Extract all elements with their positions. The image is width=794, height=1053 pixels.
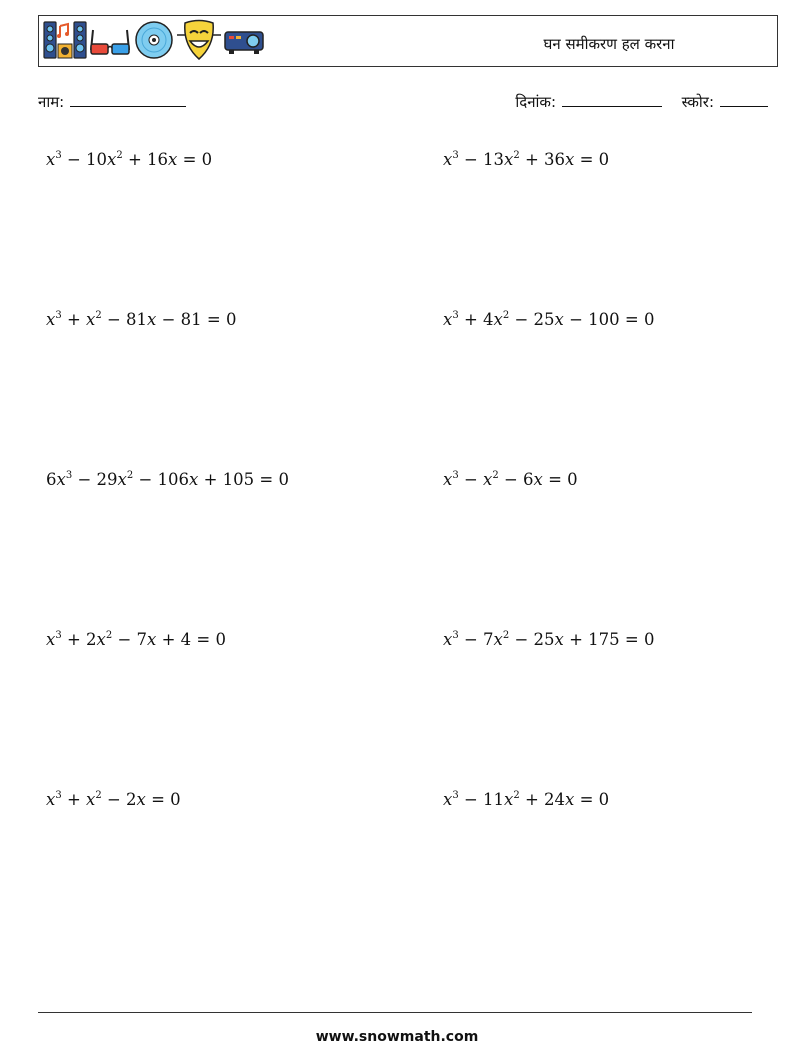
equation: $x^3 + x^2 - 2x = 0$ xyxy=(46,790,181,809)
equation-c1: 25 xyxy=(533,310,555,329)
equation-s1: − xyxy=(514,630,529,649)
equation-s2: − xyxy=(463,790,478,809)
equation: $x^3 - 7x^2 - 25x + 175 = 0$ xyxy=(443,630,655,649)
equation-c1: 16 xyxy=(147,150,169,169)
equation-c2: 29 xyxy=(96,470,118,489)
score-label: स्कोर: xyxy=(681,93,714,111)
equation-c1: 25 xyxy=(533,630,555,649)
equation-s1: + xyxy=(127,150,142,169)
equation-c2: 2 xyxy=(86,630,97,649)
equation-s2: − xyxy=(463,150,478,169)
equation-c3: 6 xyxy=(46,470,57,489)
equation-rhs: = 0 xyxy=(548,470,578,489)
equation: $x^3 - 10x^2 + 16x = 0$ xyxy=(46,150,213,169)
equation-s1: − xyxy=(514,310,529,329)
worksheet-header xyxy=(38,15,778,67)
equation-rhs: = 0 xyxy=(151,790,181,809)
header-icons xyxy=(43,20,267,64)
name-label: नाम: xyxy=(38,93,65,111)
date-label: दिनांक: xyxy=(515,93,556,111)
projector-icon xyxy=(223,20,267,64)
speakers-icon xyxy=(43,20,87,64)
equation-s0: + xyxy=(203,470,218,489)
equation-c0: 4 xyxy=(180,630,192,649)
equation-rhs: = 0 xyxy=(196,630,226,649)
equation-c1: 6 xyxy=(523,470,534,489)
equation-c2: 13 xyxy=(483,150,505,169)
equation: $x^3 + 4x^2 - 25x - 100 = 0$ xyxy=(443,310,655,329)
equation-s1: − xyxy=(138,470,153,489)
equation-s1: + xyxy=(524,790,539,809)
disc-icon xyxy=(133,20,175,64)
equation-c1: 7 xyxy=(136,630,148,649)
equation-rhs: = 0 xyxy=(206,310,237,329)
equation-s1: − xyxy=(106,790,121,809)
equation: $x^3 + 2x^2 - 7x + 4 = 0$ xyxy=(46,630,226,649)
equation-s1: − xyxy=(503,470,518,489)
equation: $x^3 + x^2 - 81x - 81 = 0$ xyxy=(46,310,237,329)
equation-c1: 24 xyxy=(544,790,566,809)
equation-s1: + xyxy=(524,150,539,169)
equation-c0: 175 xyxy=(588,630,620,649)
3d-glasses-icon xyxy=(89,20,131,64)
equation-s0: − xyxy=(161,310,176,329)
equation-rhs: = 0 xyxy=(624,630,655,649)
footer-website: www.snowmath.com xyxy=(315,1029,479,1045)
equation-s1: − xyxy=(106,310,121,329)
worksheet-title: घन समीकरण हल करना xyxy=(543,35,675,53)
equation-c1: 2 xyxy=(126,790,137,809)
equation-s0: + xyxy=(161,630,176,649)
equation: $x^3 - 11x^2 + 24x = 0$ xyxy=(443,790,610,809)
equation-s2: + xyxy=(463,310,478,329)
equation-s2: − xyxy=(77,470,92,489)
equation-c2: 4 xyxy=(483,310,494,329)
equation-s0: + xyxy=(569,630,583,649)
date-blank xyxy=(562,92,662,107)
equation-c0: 100 xyxy=(588,310,620,329)
equation-c1: 36 xyxy=(544,150,566,169)
footer-divider xyxy=(38,1012,752,1013)
equation-s0: − xyxy=(569,310,583,329)
equation-s2: + xyxy=(66,310,81,329)
equation: $x^3 - x^2 - 6x = 0$ xyxy=(443,470,578,489)
theater-mask-icon xyxy=(177,19,221,65)
date-score-field xyxy=(515,92,768,112)
equation-s2: + xyxy=(66,790,81,809)
equation-c1: 106 xyxy=(157,470,190,489)
equation-rhs: = 0 xyxy=(624,310,655,329)
score-blank xyxy=(720,92,768,107)
equation-c1: 81 xyxy=(126,310,148,329)
equation-s2: + xyxy=(66,630,81,649)
equation-c0: 105 xyxy=(222,470,255,489)
equation-rhs: = 0 xyxy=(182,150,213,169)
equation-s1: − xyxy=(117,630,132,649)
equation: $6x^3 - 29x^2 - 106x + 105 = 0$ xyxy=(46,470,289,489)
equation-c2: 11 xyxy=(483,790,505,809)
equation-rhs: = 0 xyxy=(579,150,610,169)
equation-c2: 10 xyxy=(86,150,108,169)
equation-c0: 81 xyxy=(180,310,202,329)
equation-s2: − xyxy=(463,630,478,649)
equation-rhs: = 0 xyxy=(579,790,610,809)
equation-s2: − xyxy=(463,470,478,489)
equation-s2: − xyxy=(66,150,81,169)
equation-rhs: = 0 xyxy=(259,470,289,489)
equation-c2: 7 xyxy=(483,630,494,649)
name-field xyxy=(38,92,186,112)
equation: $x^3 - 13x^2 + 36x = 0$ xyxy=(443,150,610,169)
name-blank xyxy=(70,92,186,107)
